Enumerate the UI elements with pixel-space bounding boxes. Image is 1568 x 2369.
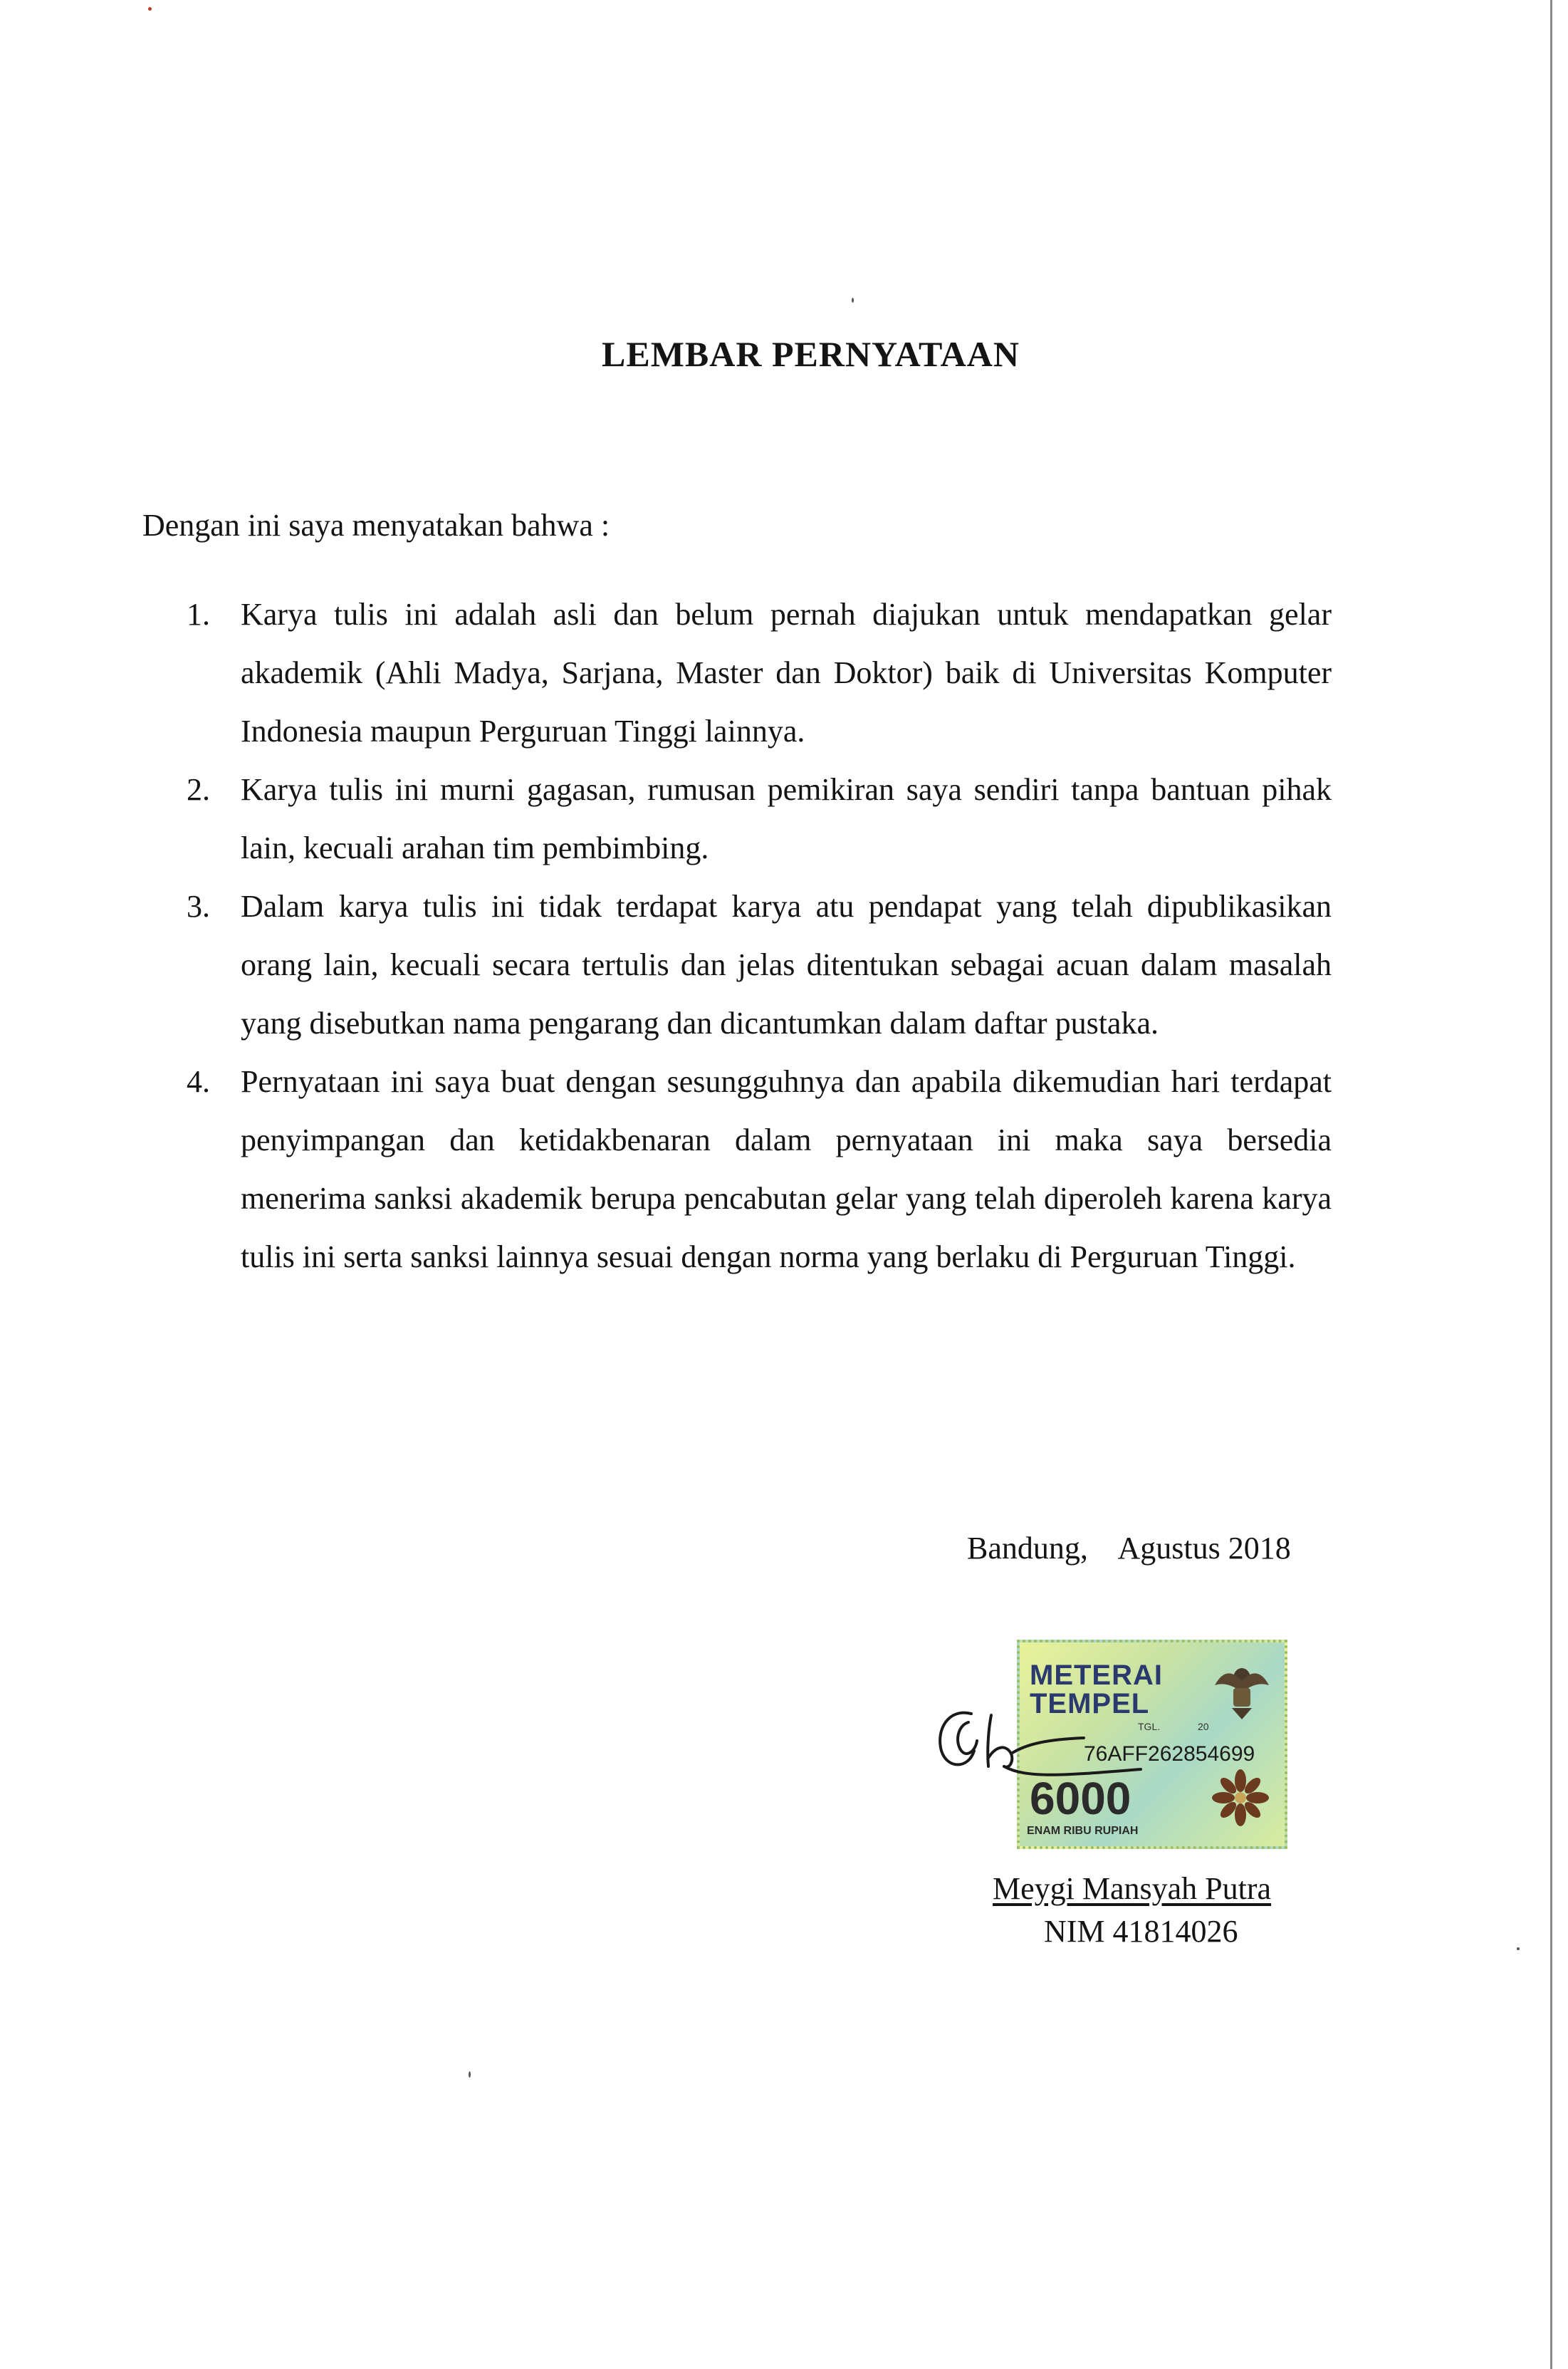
scan-speck	[852, 298, 854, 303]
stamp-value: 6000	[1030, 1773, 1131, 1824]
signer-name: Meygi Mansyah Putra	[993, 1871, 1272, 1906]
intro-text: Dengan ini saya menyatakan bahwa :	[142, 508, 610, 543]
stamp-tgl-label: TGL.	[1138, 1721, 1161, 1732]
stamp-line2: TEMPEL	[1030, 1688, 1150, 1719]
list-item-number: 4.	[187, 1064, 210, 1099]
list-item-text: Dalam karya tulis ini tidak terdapat karya atu pendapat yang telah dipublikasikan orang lain, kecuali secara tertulis dan jelas ditentukan sebagai acuan dalam masalah yang disebutkan nama pengarang dan dicantumkan dalam daftar pustaka.	[241, 889, 1332, 1041]
list-item	[178, 585, 1332, 761]
list-item-text: Pernyataan ini saya buat dengan sesungguhnya dan apabila dikemudian hari terdapat penyimpangan dan ketidakbenaran dalam pernyataan ini maka saya bersedia menerima sanksi akademik berupa pencabutan gelar yang telah diperoleh karena karya tulis ini serta sanksi lainnya sesuai dengan norma yang berlaku di Perguruan Tinggi.	[241, 1064, 1332, 1274]
scan-speck	[1517, 1947, 1520, 1950]
place-text: Bandung,	[967, 1531, 1088, 1566]
list-item	[178, 1053, 1332, 1286]
stamp-value-words: ENAM RIBU RUPIAH	[1027, 1825, 1139, 1837]
handwritten-signature	[927, 1701, 1183, 1815]
stamp-serial-code: 76AFF262854699	[1084, 1742, 1255, 1766]
place-date	[967, 1530, 1291, 1566]
garuda-emblem-icon	[1212, 1657, 1272, 1722]
signer-nim: NIM 41814026	[1044, 1914, 1238, 1949]
list-item-number: 3.	[187, 889, 210, 924]
list-item	[178, 761, 1332, 878]
list-item-text: Karya tulis ini murni gagasan, rumusan pemikiran saya sendiri tanpa bantuan pihak lain, kecuali arahan tim pembimbing.	[241, 772, 1332, 865]
scan-speck	[469, 2071, 471, 2078]
date-text: Agustus 2018	[1117, 1531, 1291, 1566]
stamp-line1: METERAI	[1030, 1660, 1163, 1691]
list-item	[178, 878, 1332, 1053]
list-item-text: Karya tulis ini adalah asli dan belum pernah diajukan untuk mendapatkan gelar akademik (Ahli Madya, Sarjana, Master dan Doktor) baik di Universitas Komputer Indonesia maupun Perguruan Tinggi lainnya.	[241, 597, 1332, 749]
stamp-tgl-year: 20	[1198, 1721, 1209, 1732]
statement-list	[178, 585, 1332, 1286]
list-item-number: 1.	[187, 597, 210, 632]
list-item-number: 2.	[187, 772, 210, 807]
flower-ornament-icon	[1212, 1769, 1269, 1826]
scan-speck	[148, 7, 152, 11]
page-title: LEMBAR PERNYATAAN	[602, 334, 1020, 374]
